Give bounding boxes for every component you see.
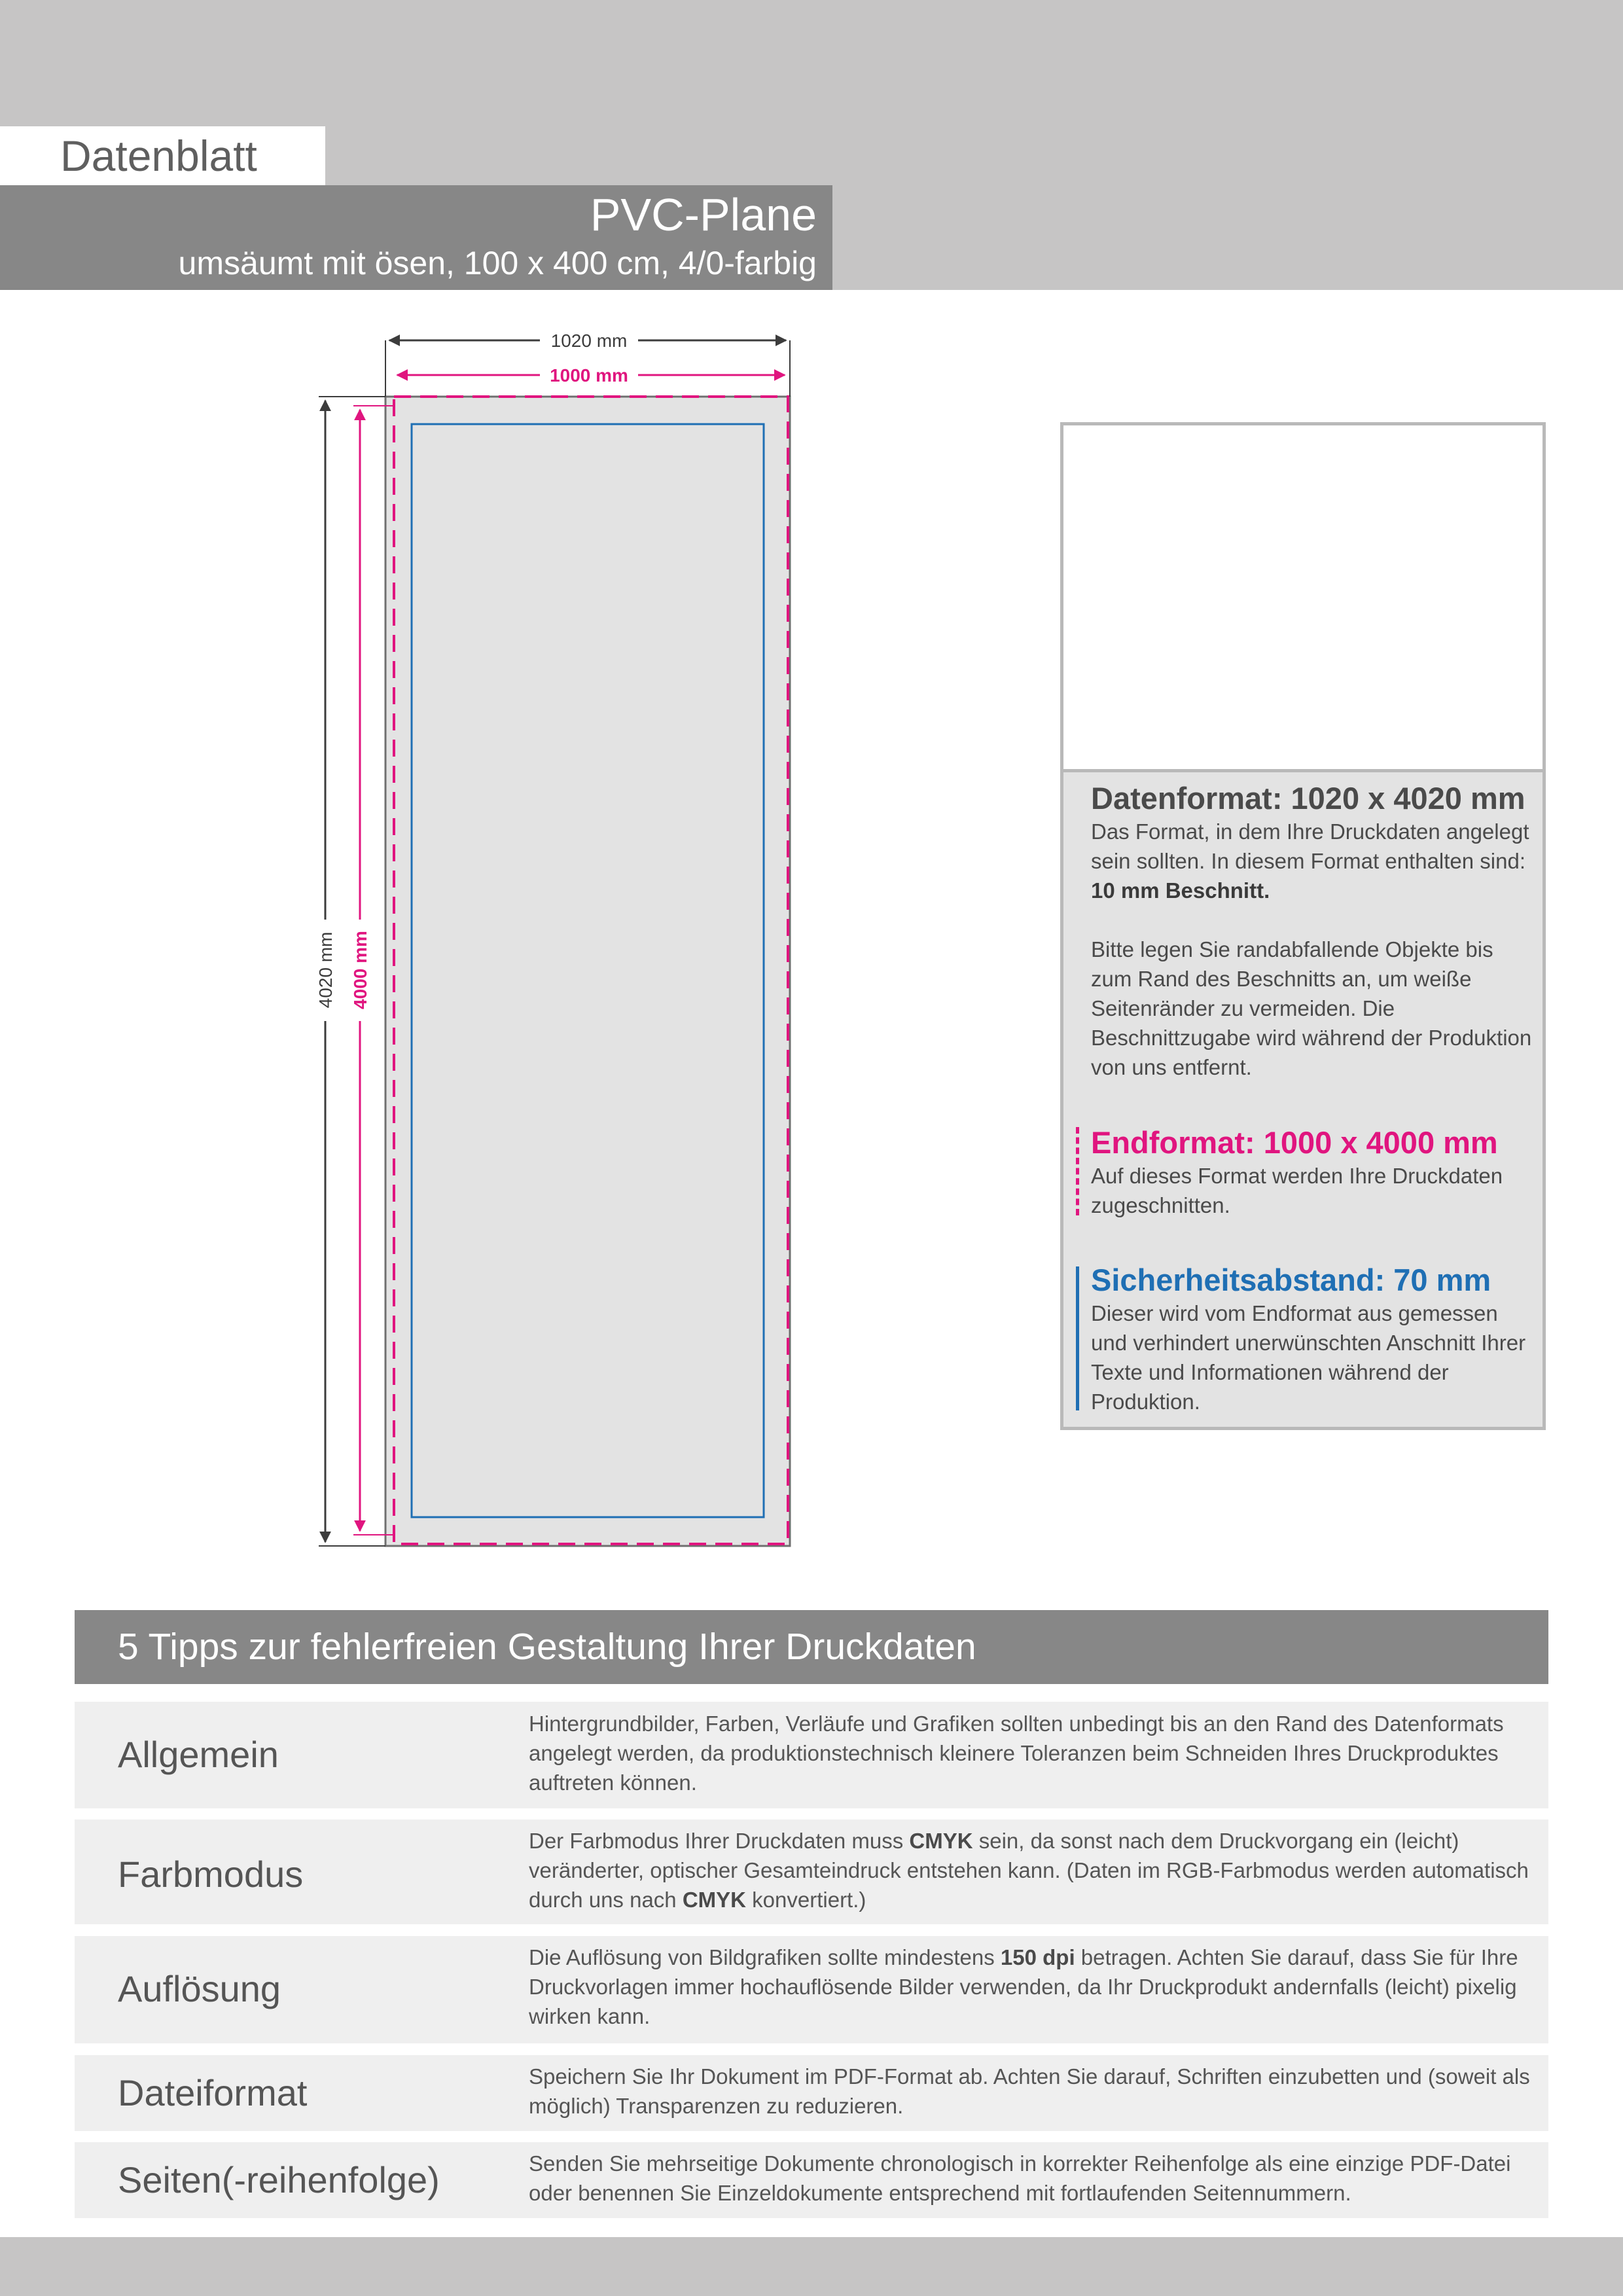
datenformat-note: Bitte legen Sie randabfallende Objekte bis zum Rand des Beschnitts an, um weiße Seitenränder zu vermeiden. Die Beschnittzugabe wird während der Produktion von uns entfernt.: [1091, 937, 1532, 1079]
doc-label: Datenblatt: [60, 132, 257, 180]
endformat-title: Endformat: 1000 x 4000 mm: [1091, 1125, 1498, 1160]
data-format-area: [385, 397, 790, 1546]
tip-label: Dateiformat: [118, 2072, 308, 2113]
height-outer-label: 4020 mm: [315, 931, 336, 1009]
tip-label: Farbmodus: [118, 1854, 304, 1895]
bleed-value: 10 mm Beschnitt.: [1091, 878, 1270, 903]
datenformat-title: Datenformat: 1020 x 4020 mm: [1091, 781, 1525, 816]
tip-text: Speichern Sie Ihr Dokument im PDF-Format ab. Achten Sie darauf, Schriften einzubetten und (soweit als möglich) Transparenzen zu reduzieren.: [529, 2064, 1530, 2118]
endformat-section: [1091, 1124, 1536, 1220]
product-title: PVC-Plane: [590, 189, 817, 240]
tip-text: Hintergrundbilder, Farben, Verläufe und Grafiken sollten unbedingt bis an den Rand des Datenformats angelegt werden, da produktionstechnisch kleinere Toleranzen beim Schneiden Ihres Druckproduktes auftreten können.: [529, 1712, 1504, 1795]
sicherheit-title: Sicherheitsabstand: 70 mm: [1091, 1263, 1491, 1297]
product-subtitle: umsäumt mit ösen, 100 x 400 cm, 4/0-farbig: [178, 245, 817, 281]
tip-text: Die Auflösung von Bildgrafiken sollte mindestens 150 dpi betragen. Achten Sie darauf, dass Sie für Ihre Druckvorlagen immer hochauflösende Bilder verwenden, da Ihr Druckprodukt andernfalls (leicht) pixelig wirken kann.: [529, 1945, 1518, 2028]
tip-label: Seiten(-reihenfolge): [118, 2159, 440, 2200]
tip-text: Senden Sie mehrseitige Dokumente chronologisch in korrekter Reihenfolge als eine einzige PDF-Datei oder benennen Sie Einzeldokumente entsprechend mit fortlaufenden Seitennummern.: [529, 2151, 1511, 2205]
datenformat-text: Das Format, in dem Ihre Druckdaten angelegt sein sollten. In diesem Format enthalten sind: 10 mm Beschnitt.: [1091, 819, 1529, 903]
endformat-indicator: [1076, 1127, 1079, 1215]
tips-title: 5 Tipps zur fehlerfreien Gestaltung Ihrer Druckdaten: [118, 1626, 976, 1668]
endformat-text: Auf dieses Format werden Ihre Druckdaten zugeschnitten.: [1091, 1164, 1503, 1217]
sicherheit-text: Dieser wird vom Endformat aus gemessen und verhindert unerwünschten Anschnitt Ihrer Texte und Informationen während der Produktion.: [1091, 1301, 1526, 1414]
footer-band: [0, 2237, 1623, 2296]
tip-label: Allgemein: [118, 1734, 279, 1775]
sicherheit-section: [1091, 1262, 1536, 1416]
height-inner-label: 4000 mm: [350, 931, 370, 1009]
sicherheit-indicator: [1076, 1266, 1079, 1410]
datenformat-section: [1091, 780, 1536, 1082]
tip-label: Auflösung: [118, 1968, 281, 2009]
width-inner-label: 1000 mm: [550, 365, 628, 386]
width-outer-label: 1020 mm: [550, 331, 628, 351]
tip-text: Der Farbmodus Ihrer Druckdaten muss CMYK sein, da sonst nach dem Druckvorgang ein (leicht) veränderter, optischer Gesamteindruck entstehen kann. (Daten im RGB-Farbmodus werden automatisch durch uns nach CMYK konvertiert.): [529, 1829, 1529, 1912]
